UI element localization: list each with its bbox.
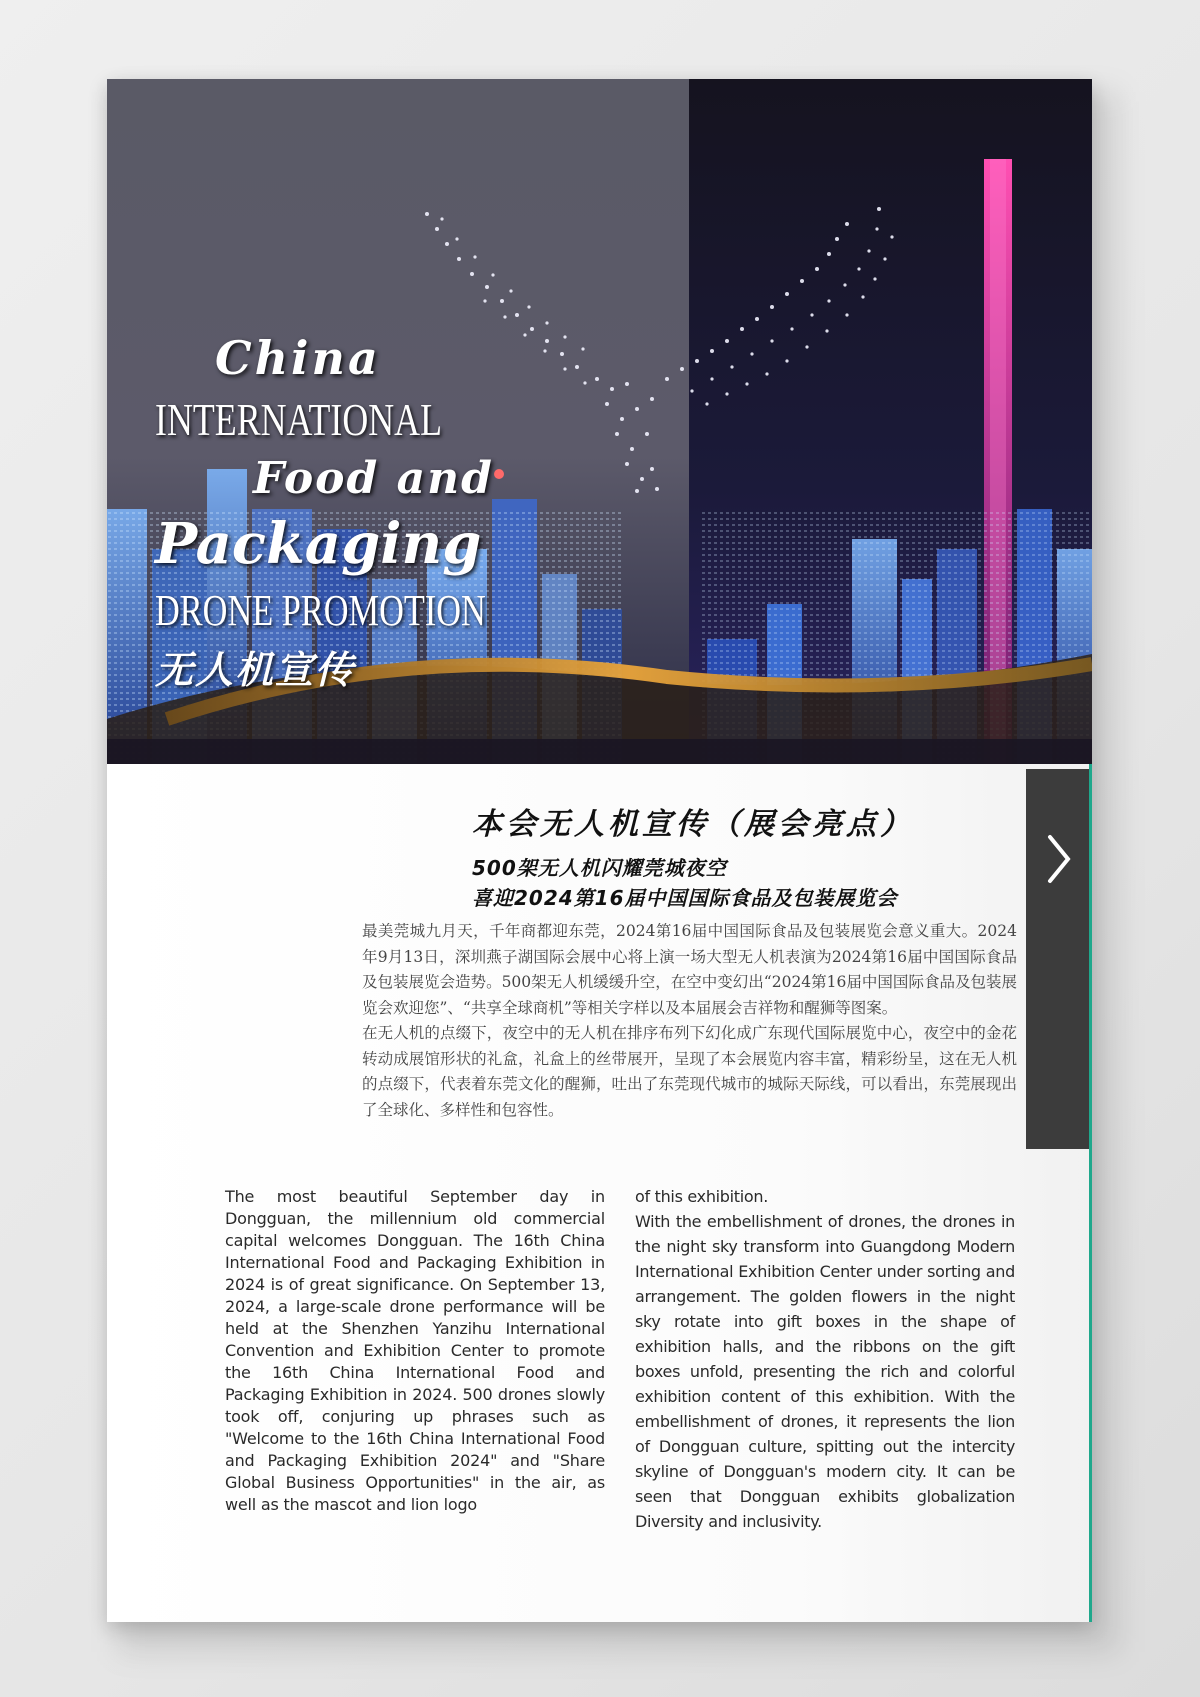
en-left-paragraph: The most beautiful September day in Dongguan, the millennium old commercial capital welcomes Dongguan. The 16th China International Food and Packaging Exhibition in 2024 is of great significance. On September 13, 2024, a large-scale drone performance will be held at the Shenzhen Yanzihu International Convention and Exhibition Center to promote the 16th China International Food and Packaging Exhibition in 2024. 500 drones slowly took off, conjuring up phrases such as "Welcome to the 16th China International Food and Packaging Exhibition 2024" and "Share Global Business Opportunities" in the air, as well as the mascot and lion logo: [225, 1187, 605, 1514]
cn-paragraph-1: 最美莞城九月天，千年商都迎东莞，2024第16届中国国际食品及包装展览会意义重大。2024年9月13日，深圳燕子湖国际会展中心将上演一场大型无人机表演为2024第16届中国国际食品及包装展览会造势。500架无人机缓缓升空，在空中变幻出“2024第16届中国国际食品及包装展览会欢迎您”、“共享全球商机”等相关字样以及本届展会吉祥物和醒狮等图案。: [362, 922, 1017, 1017]
english-column-right: [635, 1184, 1015, 1534]
section-subheading-1: 500架无人机闪耀莞城夜空: [472, 856, 727, 880]
page-edge-accent: [1089, 764, 1092, 1622]
hero-title-packaging: Packaging: [155, 511, 482, 577]
en-right-paragraph-1: of this exhibition.: [635, 1187, 769, 1206]
hero-image: [107, 79, 1092, 764]
section-heading: 本会无人机宣传（展会亮点）: [472, 807, 914, 842]
cn-paragraph-2: 在无人机的点缀下，夜空中的无人机在排序布列下幻化成广东现代国际展览中心，夜空中的金花转动成展馆形状的礼盒，礼盒上的丝带展开，呈现了本会展览内容丰富，精彩纷呈，这在无人机的点缀下，代表着东莞文化的醒狮，吐出了东莞现代城市的城际天际线，可以看出，东莞展现出了全球化、多样性和包容性。: [362, 1024, 1017, 1119]
hero-title-international: INTERNATIONAL: [155, 394, 442, 445]
hero-title-cn: 无人机宣传: [155, 648, 356, 692]
chinese-body-text: [362, 919, 1017, 1123]
chevron-right-icon: [1044, 829, 1074, 889]
brochure-page: [107, 79, 1092, 1622]
english-column-left: [225, 1186, 605, 1516]
section-subheading-2: 喜迎2024第16届中国国际食品及包装展览会: [472, 886, 898, 910]
hero-title-china: China: [215, 331, 381, 385]
hero-title-drone-promotion: DRONE PROMOTION: [155, 586, 486, 635]
en-right-paragraph-2: With the embellishment of drones, the drones in the night sky transform into Guangdong Modern International Exhibition Center under sorting and arrangement. The golden flowers in the night sky rotate into gift boxes in the shape of exhibition halls, and the ribbons on the gift boxes unfold, presenting the rich and colorful exhibition content of this exhibition. With the embellishment of drones, it represents the lion of Dongguan culture, spitting out the intercity skyline of Dongguan's modern city. It can be seen that Dongguan exhibits globalization Diversity and inclusivity.: [635, 1212, 1015, 1531]
next-page-button[interactable]: [1026, 769, 1092, 1149]
hero-title-food-and: Food and: [253, 453, 494, 504]
